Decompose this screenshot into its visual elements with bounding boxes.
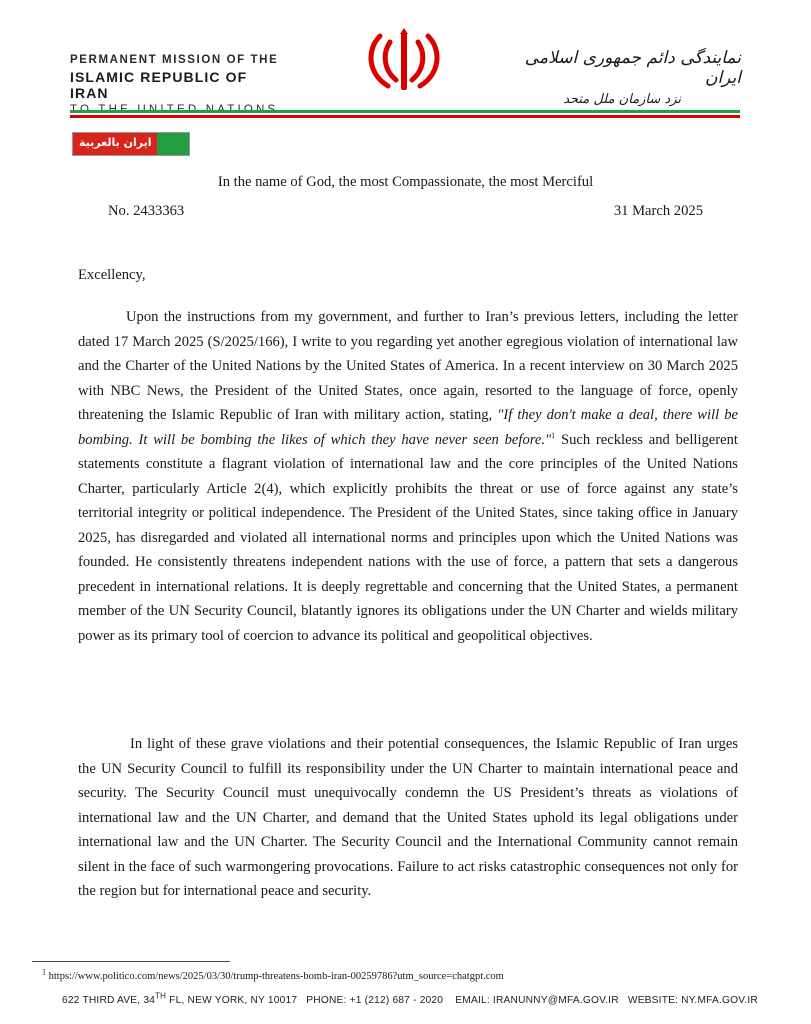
reference-number: No. 2433363: [108, 203, 185, 219]
footer-address-a: 622 THIRD AVE, 34: [62, 995, 156, 1006]
iran-arabic-badge: [72, 132, 190, 156]
letterhead-english: [70, 54, 290, 116]
footer-email[interactable]: EMAIL: IRANUNNY@MFA.GOV.IR: [455, 995, 619, 1006]
footer-website[interactable]: WEBSITE: NY.MFA.GOV.IR: [627, 995, 758, 1006]
footnote-marker: 1: [42, 967, 46, 977]
persian-line-2: نزد سازمان ملل متحد: [563, 92, 681, 107]
letterhead-persian: [511, 48, 741, 107]
footnote-rule: [32, 961, 230, 962]
footnote-link[interactable]: https://www.politico.com/news/2025/03/30/trump-threatens-bomb-iran-00259786?utm_source=chatgpt.com: [48, 971, 504, 982]
footer-phone: PHONE: +1 (212) 687 - 2020: [306, 995, 444, 1006]
footnote-ref: 1: [551, 430, 556, 440]
salutation: Excellency,: [78, 267, 146, 283]
letterhead-line-2: ISLAMIC REPUBLIC OF IRAN: [70, 69, 248, 101]
p1-quote: "If they don't make a deal, there will be bombing. It will be bombing the likes of which they have never seen before.": [78, 407, 738, 448]
basmala: In the name of God, the most Compassionate, the most Merciful: [217, 174, 594, 190]
flag-stripes: [70, 110, 740, 118]
stripe-red: [70, 115, 740, 118]
p1-text-a: Upon the instructions from my government, and further to Iran’s previous letters, including the letter dated 17 March 2025 (S/2025/166), I write to you regarding yet another egregious violation of international law and the Charter of the United Nations by the United States of America. In a recent interview on 30 March 2025 with NBC News, the President of the United States, once again, resorted to the language of force, openly threatening the Islamic Republic of Iran with military action, stating,: [78, 309, 738, 423]
paragraph-2: In light of these grave violations and their potential consequences, the Islamic Republic of Iran urges the UN Security Council to fulfill its responsibility under the UN Charter to maintain international peace and security. The Security Council must unequivocally condemn the US President’s threats as violations of international law and the UN Charter, and demand that the United States uphold its legal obligations under international law and the UN Charter. The Security Council and the International Community cannot remain silent in the face of such warmongering provocations. Failure to act risks catastrophic consequences not only for the region but for international peace and security.: [78, 736, 738, 899]
footnote: [42, 967, 504, 982]
footer-address-b: FL, NEW YORK, NY 10017: [166, 995, 298, 1006]
paragraph-1: [78, 305, 738, 648]
badge-red-text: ایران بالعربیة: [73, 133, 157, 155]
badge-green-block: [157, 133, 188, 155]
iran-emblem-icon: [364, 26, 444, 96]
persian-line-1: نمایندگی دائم جمهوری اسلامی ایران: [524, 48, 741, 88]
letter-date: 31 March 2025: [613, 203, 703, 219]
footer-contact: [62, 991, 762, 1006]
letterhead-line-1: PERMANENT MISSION OF THE: [70, 54, 279, 66]
p1-text-b: Such reckless and belligerent statements constitute a flagrant violation of international law and the core principles of the United Nations Charter, particularly Article 2(4), which explicitly prohibits the threat or use of force against any state’s territorial integrity or political independence. The President of the United States, since taking office in January 2025, has disregarded and violated all international norms and principles upon which the United Nations was founded. He consistently threatens independent nations with the use of force, a pattern that sets a dangerous precedent in international relations. It is deeply regrettable and concerning that the United States, a permanent member of the UN Security Council, blatantly ignores its obligations under the UN Charter and wields military power as its primary tool of coercion to advance its political and geopolitical objectives.: [78, 431, 738, 644]
footer-address-sup: TH: [155, 991, 167, 1001]
